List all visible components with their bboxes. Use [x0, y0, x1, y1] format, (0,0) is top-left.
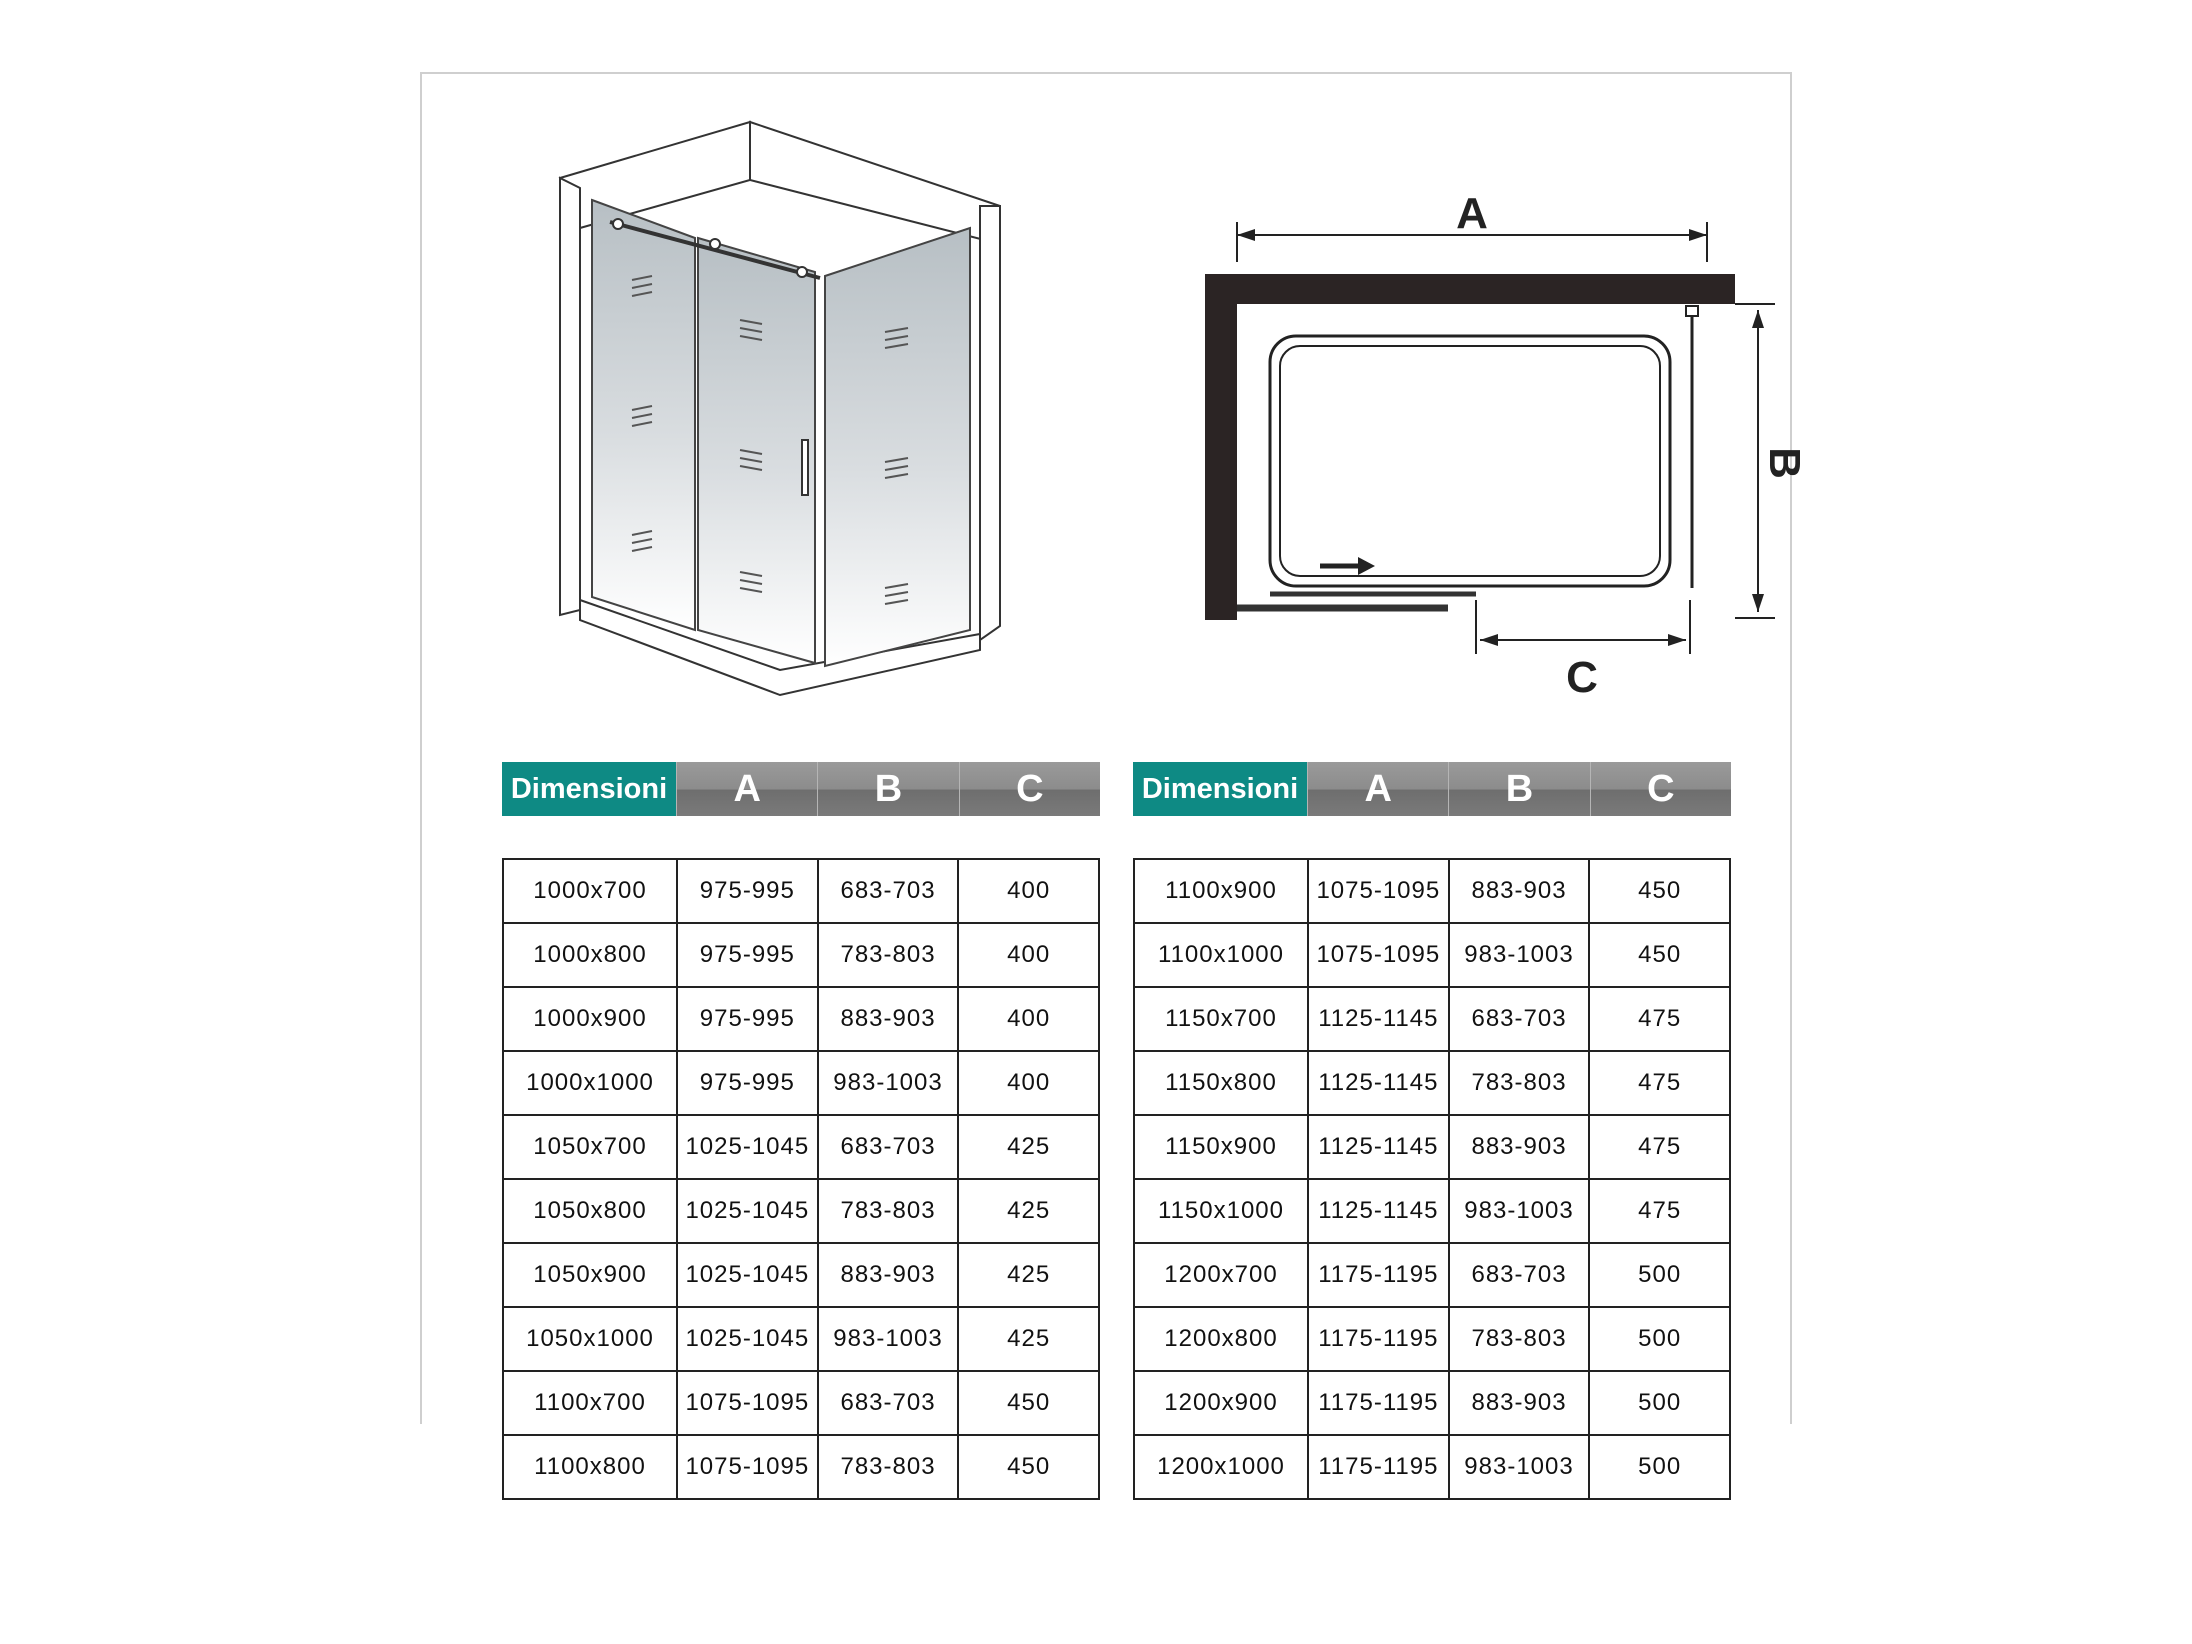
cell-b: 883-903 [1450, 1116, 1591, 1178]
cell-c: 425 [959, 1116, 1100, 1178]
cell-b: 983-1003 [1450, 924, 1591, 986]
cell-dimension: 1200x1000 [1135, 1436, 1309, 1498]
cell-b: 683-703 [819, 1372, 960, 1434]
table-row [504, 988, 1100, 1052]
cell-b: 783-803 [1450, 1308, 1591, 1370]
table-row [504, 1052, 1100, 1116]
cell-b: 883-903 [1450, 860, 1591, 922]
cell-c: 400 [959, 860, 1100, 922]
cell-c: 450 [959, 1436, 1100, 1498]
cell-a: 1125-1145 [1309, 1180, 1450, 1242]
cell-a: 1025-1045 [678, 1180, 819, 1242]
cell-dimension: 1150x900 [1135, 1116, 1309, 1178]
cell-c: 500 [1590, 1244, 1731, 1306]
table-row [1135, 1116, 1731, 1180]
table-row [504, 860, 1100, 924]
cell-c: 425 [959, 1308, 1100, 1370]
cell-a: 1125-1145 [1309, 1052, 1450, 1114]
cell-a: 1175-1195 [1309, 1308, 1450, 1370]
cell-dimension: 1200x700 [1135, 1244, 1309, 1306]
cell-dimension: 1150x1000 [1135, 1180, 1309, 1242]
cell-a: 1075-1095 [1309, 924, 1450, 986]
cell-c: 500 [1590, 1436, 1731, 1498]
table-row [504, 1372, 1100, 1436]
table-row [504, 1180, 1100, 1244]
table-row [1135, 1052, 1731, 1116]
cell-dimension: 1100x900 [1135, 860, 1309, 922]
cell-a: 1025-1045 [678, 1308, 819, 1370]
cell-c: 450 [1590, 924, 1731, 986]
cell-a: 1025-1045 [678, 1244, 819, 1306]
cell-c: 400 [959, 988, 1100, 1050]
cell-dimension: 1100x700 [504, 1372, 678, 1434]
cell-a: 1175-1195 [1309, 1436, 1450, 1498]
cell-a: 975-995 [678, 988, 819, 1050]
dimension-a-label: A [1456, 189, 1488, 238]
table-row [1135, 1180, 1731, 1244]
table-row [504, 1116, 1100, 1180]
table-row [1135, 1244, 1731, 1308]
cell-a: 1075-1095 [1309, 860, 1450, 922]
cell-dimension: 1050x900 [504, 1244, 678, 1306]
table-row [504, 1244, 1100, 1308]
cell-dimension: 1050x1000 [504, 1308, 678, 1370]
cell-b: 883-903 [819, 1244, 960, 1306]
table-row [504, 1436, 1100, 1500]
cell-b: 983-1003 [819, 1052, 960, 1114]
cell-b: 983-1003 [819, 1308, 960, 1370]
cell-c: 400 [959, 924, 1100, 986]
cell-a: 1175-1195 [1309, 1372, 1450, 1434]
cell-b: 983-1003 [1450, 1180, 1591, 1242]
cell-dimension: 1200x800 [1135, 1308, 1309, 1370]
table-row [1135, 1436, 1731, 1500]
cell-dimension: 1000x900 [504, 988, 678, 1050]
cell-c: 500 [1590, 1372, 1731, 1434]
cell-c: 450 [959, 1372, 1100, 1434]
cell-a: 975-995 [678, 860, 819, 922]
cell-a: 1025-1045 [678, 1116, 819, 1178]
cell-c: 425 [959, 1244, 1100, 1306]
cell-a: 975-995 [678, 1052, 819, 1114]
header-c: C [1590, 762, 1731, 816]
cell-b: 683-703 [819, 1116, 960, 1178]
cell-dimension: 1050x700 [504, 1116, 678, 1178]
cell-c: 475 [1590, 1116, 1731, 1178]
header-dimensioni: Dimensioni [1133, 762, 1307, 816]
cell-a: 975-995 [678, 924, 819, 986]
cell-b: 783-803 [819, 1180, 960, 1242]
cell-b: 883-903 [819, 988, 960, 1050]
cell-b: 683-703 [819, 860, 960, 922]
sliding-glass-door [698, 238, 815, 663]
cell-a: 1075-1095 [678, 1372, 819, 1434]
cell-dimension: 1100x800 [504, 1436, 678, 1498]
table-header [1133, 762, 1731, 816]
cell-dimension: 1150x800 [1135, 1052, 1309, 1114]
cell-c: 475 [1590, 1180, 1731, 1242]
cell-c: 475 [1590, 1052, 1731, 1114]
cell-dimension: 1000x800 [504, 924, 678, 986]
header-c: C [959, 762, 1100, 816]
header-b: B [1448, 762, 1589, 816]
cell-b: 783-803 [819, 1436, 960, 1498]
table-row [1135, 860, 1731, 924]
cell-b: 983-1003 [1450, 1436, 1591, 1498]
table-body [502, 858, 1100, 1500]
cell-a: 1125-1145 [1309, 988, 1450, 1050]
cell-b: 883-903 [1450, 1372, 1591, 1434]
table-body [1133, 858, 1731, 1500]
table-row [1135, 924, 1731, 988]
table-row [504, 1308, 1100, 1372]
side-glass-panel [825, 228, 970, 666]
header-a: A [676, 762, 817, 816]
dimensions-table-left [502, 762, 1100, 1500]
header-dimensioni: Dimensioni [502, 762, 676, 816]
dimension-c-label: C [1566, 653, 1598, 700]
cell-c: 475 [1590, 988, 1731, 1050]
cell-a: 1125-1145 [1309, 1116, 1450, 1178]
cell-c: 450 [1590, 860, 1731, 922]
plan-view-diagram [1180, 170, 1820, 700]
shower-enclosure-illustration [540, 110, 1040, 710]
dimensions-table-right [1133, 762, 1731, 1500]
cell-b: 783-803 [1450, 1052, 1591, 1114]
cell-c: 425 [959, 1180, 1100, 1242]
cell-dimension: 1050x800 [504, 1180, 678, 1242]
cell-c: 400 [959, 1052, 1100, 1114]
table-header [502, 762, 1100, 816]
cell-b: 683-703 [1450, 1244, 1591, 1306]
cell-dimension: 1000x700 [504, 860, 678, 922]
table-row [1135, 988, 1731, 1052]
cell-b: 683-703 [1450, 988, 1591, 1050]
cell-a: 1175-1195 [1309, 1244, 1450, 1306]
dimension-b-label: B [1760, 447, 1809, 479]
cell-a: 1075-1095 [678, 1436, 819, 1498]
cell-b: 783-803 [819, 924, 960, 986]
cell-dimension: 1100x1000 [1135, 924, 1309, 986]
cell-dimension: 1200x900 [1135, 1372, 1309, 1434]
table-row [1135, 1308, 1731, 1372]
cell-c: 500 [1590, 1308, 1731, 1370]
header-a: A [1307, 762, 1448, 816]
cell-dimension: 1000x1000 [504, 1052, 678, 1114]
table-row [1135, 1372, 1731, 1436]
cell-dimension: 1150x700 [1135, 988, 1309, 1050]
header-b: B [817, 762, 958, 816]
table-row [504, 924, 1100, 988]
